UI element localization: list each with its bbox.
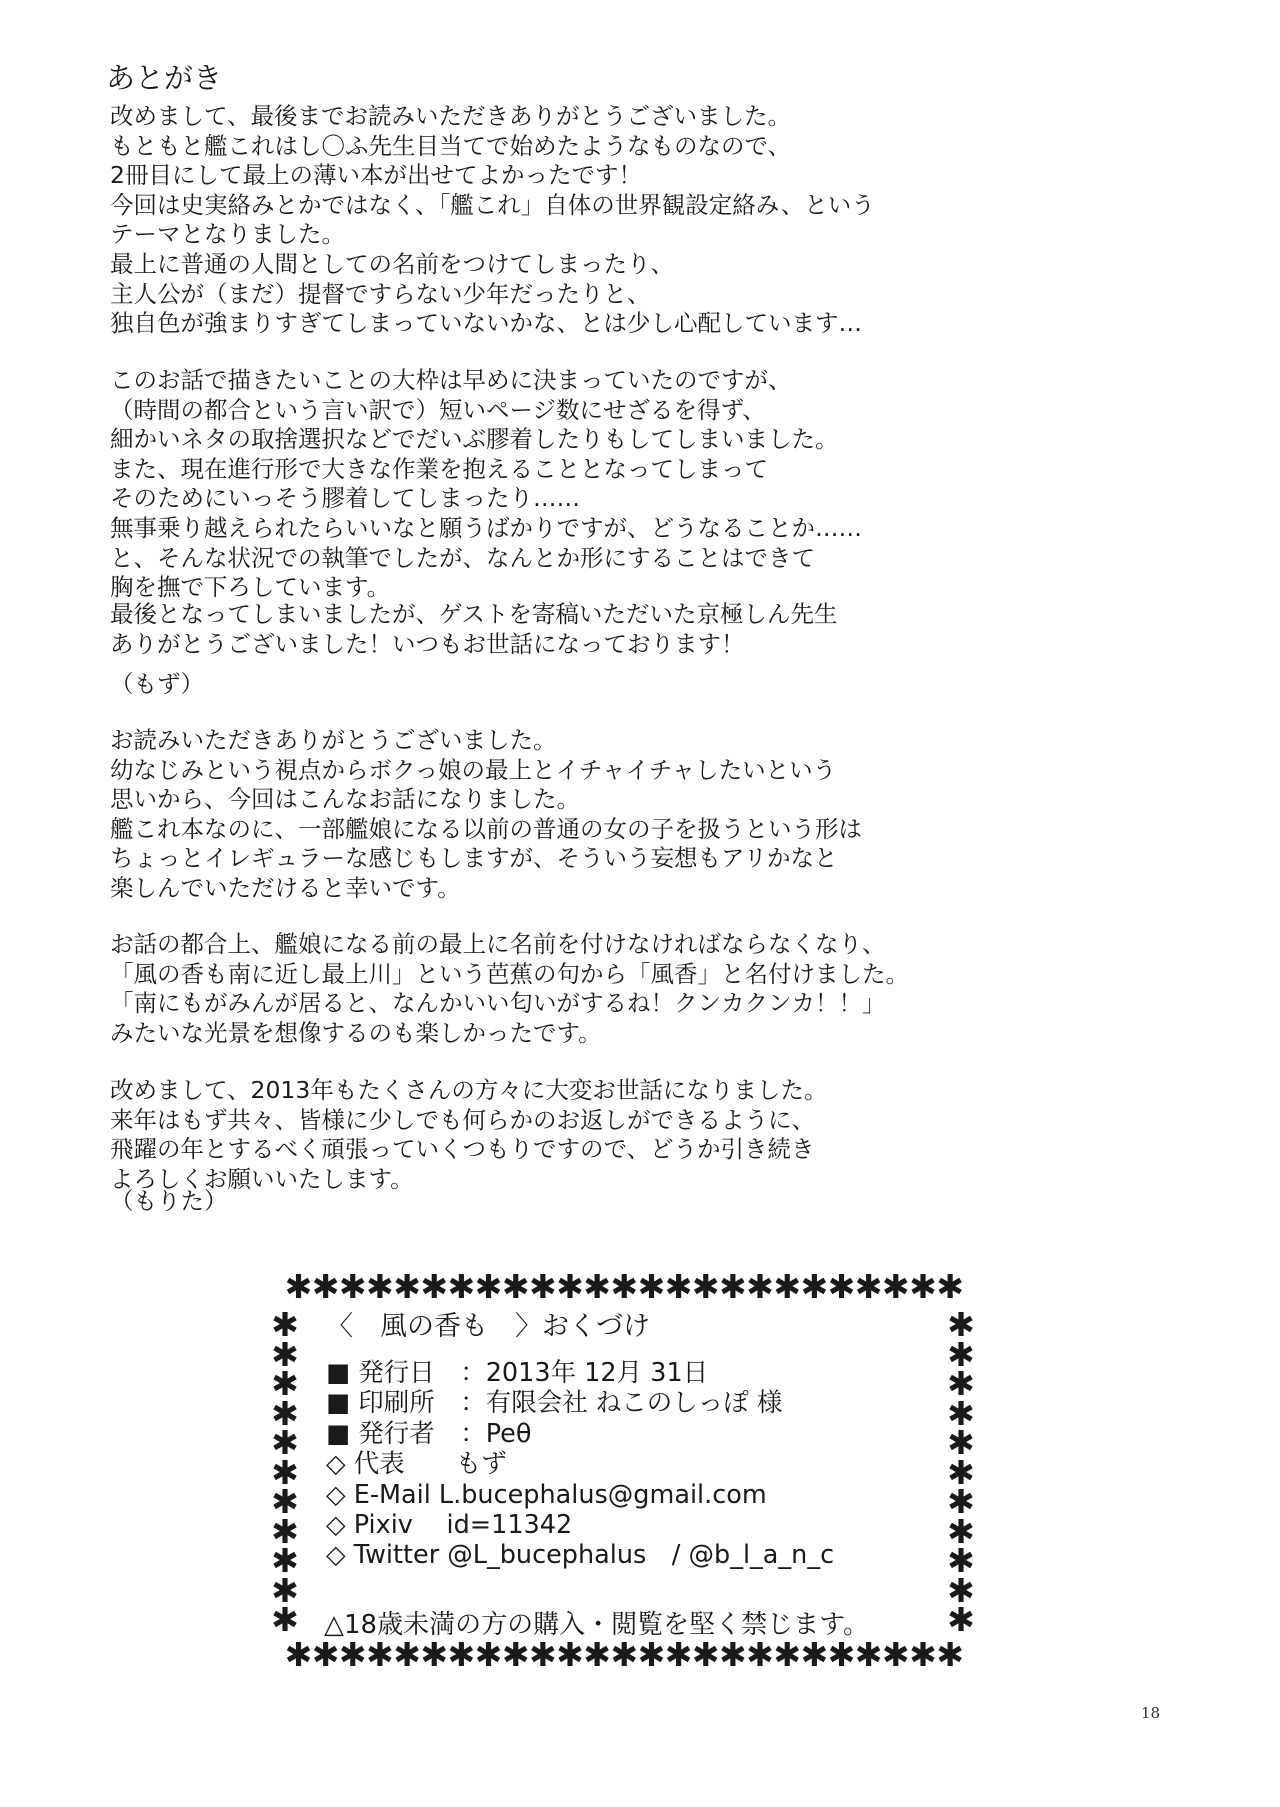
text-line: 来年はもず共々、皆様に少しでも何らかのお返しができるように、 <box>110 1105 815 1134</box>
morita-paragraph-3 <box>110 1076 827 1194</box>
colophon-content <box>326 1312 834 1571</box>
text-line: お読みいただきありがとうございました。 <box>110 726 557 754</box>
text-line: そのためにいっそう膠着してしまったり…… <box>110 484 580 513</box>
text-line: 胸を撫で下ろしています。 <box>110 573 391 602</box>
text-line: もともと艦これはし〇ふ先生目当てで始めたようなものなので、 <box>110 131 792 160</box>
morita-paragraph-2 <box>110 930 909 1048</box>
page-number: 18 <box>1141 1704 1161 1722</box>
text-line: 艦これ本なのに、一部艦娘になる以前の普通の女の子を扱うという形は <box>110 814 862 843</box>
colophon-email: ◇ E-Mail L.bucephalus@gmail.com <box>326 1479 767 1510</box>
text-line: 改めまして、2013年もたくさんの方々に大変お世話になりました。 <box>110 1076 828 1104</box>
text-line: 幼なじみという視点からボクっ娘の最上とイチャイチャしたいという <box>110 755 837 784</box>
text-line: このお話で描きたいことの大枠は早めに決まっていたのですが、 <box>110 366 792 394</box>
text-line: 改めまして、最後までお読みいただきありがとうございました。 <box>110 102 792 130</box>
asterisk-border-right: ✱ ✱ ✱ ✱ ✱ ✱ ✱ ✱ ✱ ✱ ✱ <box>947 1305 975 1639</box>
text-line: 細かいネタの取捨選択などでだいぶ膠着したりもしてしまいました。 <box>110 425 839 454</box>
text-line: 主人公が（まだ）提督ですらない少年だったりと、 <box>110 279 651 308</box>
morita-paragraph-1 <box>110 726 862 904</box>
text-line: 最上に普通の人間としての名前をつけてしまったり、 <box>110 249 674 278</box>
colophon-representative: ◇ 代表 もず <box>326 1449 507 1480</box>
text-line: （時間の都合という言い訳で）短いページ数にせざるを得ず、 <box>110 395 766 424</box>
colophon-printer: ■ 印刷所 ：有限会社 ねこのしっぽ 様 <box>326 1388 783 1419</box>
text-line: と、そんな状況での執筆でしたが、なんとか形にすることはできて <box>110 543 815 572</box>
text-line: ありがとうございました！いつもお世話になっております！ <box>110 629 745 658</box>
age-warning: △18歳未満の方の購入・閲覧を堅く禁じます。 <box>324 1610 869 1640</box>
moz-paragraph-2 <box>110 366 862 603</box>
text-line: 楽しんでいただけると幸いです。 <box>110 873 461 902</box>
text-line: 2冊目にして最上の薄い本が出せてよかったです！ <box>110 161 642 190</box>
text-line: テーマとなりました。 <box>110 220 345 249</box>
colophon-publisher: ■ 発行者 ：Peθ <box>326 1418 532 1449</box>
text-line: 最後となってしまいましたが、ゲストを寄稿いただいた京極しん先生 <box>110 600 838 628</box>
text-line: お話の都合上、艦娘になる前の最上に名前を付けなければならなくなり、 <box>110 930 886 958</box>
colophon-box <box>268 1270 980 1672</box>
afterword-heading: あとがき <box>106 61 223 95</box>
morita-signature: （もりた） <box>110 1187 228 1215</box>
moz-paragraph-1 <box>110 102 875 339</box>
text-line: 思いから、今回はこんなお話になりました。 <box>110 785 580 814</box>
text-line: よろしくお願いいたします。 <box>110 1164 414 1193</box>
text-line: また、現在進行形で大きな作業を抱えることとなってしまって <box>110 454 768 483</box>
colophon-issue-date: ■ 発行日 ：2013年 12月 31日 <box>326 1358 709 1388</box>
moz-signature: （もず） <box>110 670 204 698</box>
text-line: 「風の香も南に近し最上川」という芭蕉の句から「風香」と名付けました。 <box>110 959 909 988</box>
colophon-pixiv: ◇ Pixiv id=11342 <box>326 1509 573 1540</box>
text-line: 「南にもがみんが居ると、なんかいい匂いがするね！クンカクンカ！！」 <box>110 989 886 1018</box>
colophon-title: 〈 風の香も 〉おくづけ <box>326 1311 650 1342</box>
asterisk-border-left: ✱ ✱ ✱ ✱ ✱ ✱ ✱ ✱ ✱ ✱ ✱ <box>271 1305 299 1639</box>
text-line: ちょっとイレギュラーな感じもしますが、そういう妄想もアリかなと <box>110 844 838 873</box>
text-line: 今回は史実絡みとかではなく、「艦これ」自体の世界観設定絡み、という <box>110 190 875 219</box>
text-line: 飛躍の年とするべく頑張っていくつもりですので、どうか引き続き <box>110 1135 815 1164</box>
text-line: 独自色が強まりすぎてしまっていないかな、とは少し心配しています… <box>110 309 862 338</box>
text-line: 無事乗り越えられたらいいなと願うばかりですが、どうなることか…… <box>110 513 862 542</box>
asterisk-border-bottom: ✱✱✱✱✱✱✱✱✱✱✱✱✱✱✱✱✱✱✱✱✱✱✱✱✱ <box>284 1638 964 1671</box>
asterisk-border-top: ✱✱✱✱✱✱✱✱✱✱✱✱✱✱✱✱✱✱✱✱✱✱✱✱✱ <box>284 1270 964 1303</box>
moz-paragraph-3 <box>110 600 838 659</box>
text-line: みたいな光景を想像するのも楽しかったです。 <box>110 1018 602 1047</box>
colophon-twitter: ◇ Twitter @L_bucephalus / @b_l_a_n_c <box>326 1540 835 1571</box>
